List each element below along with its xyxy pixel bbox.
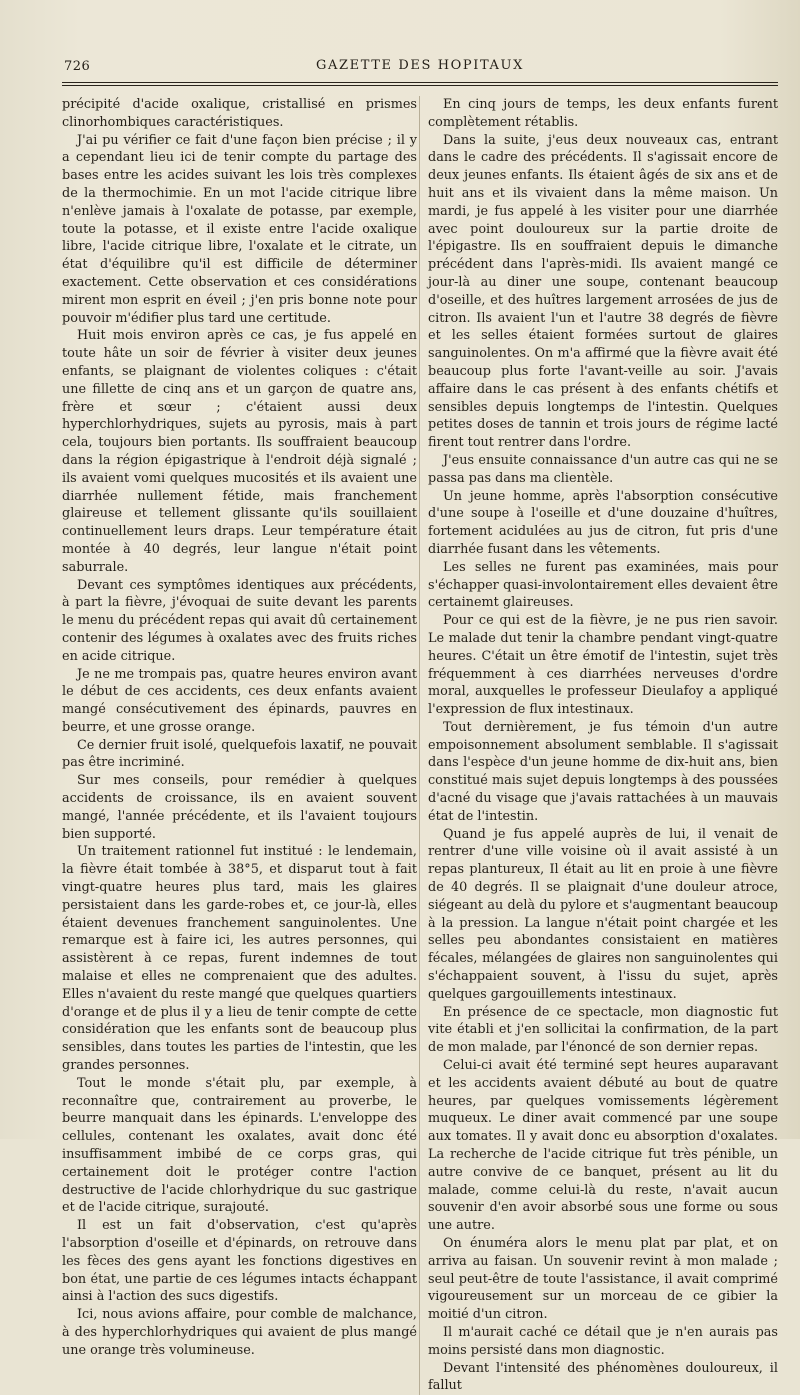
header-rule: [62, 82, 778, 83]
paragraph: Dans la suite, j'eus deux nouveaux cas, entrant dans le cadre des précédents. Il s'agissait encore de deux jeunes enfants. Ils étaient âgés de six ans et de huit ans et ils vivaient dans la même maison. Un mardi, je fus appelé à les visiter pour une diarrhée avec point douloureux sur la partie droite de l'épigastre. Ils en souffraient depuis le dimanche précédent dans l'après-midi. Ils avaient mangé ce jour-là au diner une soupe, contenant beaucoup d'oseille, et des huîtres largement arrosées de jus de citron. Ils avaient l'un et l'autre 38 degrés de fièvre et les selles étaient formées surtout de glaires sanguinolentes. On m'a affirmé que la fièvre avait été beaucoup plus forte l'avant-veille au soir. J'avais affaire dans le cas présent à des enfants chétifs et sensibles depuis longtemps de l'intestin. Quelques petites doses de tannin et trois jours de régime lacté firent tout rentrer dans l'ordre.: [428, 132, 778, 451]
paragraph: J'eus ensuite connaissance d'un autre cas qui ne se passa pas dans ma clientèle.: [428, 452, 778, 486]
paragraph: Sur mes conseils, pour remédier à quelques accidents de croissance, ils en avaient souvent mangé, l'année précédente, et ils l'avaient toujours bien supporté.: [62, 773, 417, 842]
paragraph: Il m'aurait caché ce détail que je n'en aurais pas moins persisté dans mon diagnostic.: [428, 1324, 778, 1358]
paragraph: J'ai pu vérifier ce fait d'une façon bien précise ; il y a cependant lieu ici de tenir compte du partage des bases entre les acides suivant les lois très complexes de la thermochimie. En un mot l'acide citrique libre n'enlève jamais à l'oxalate de potasse, par exemple, toute la potasse, et il existe entre l'acide oxalique libre, l'acide citrique libre, l'oxalate et le citrate, un état d'équilibre qu'il est difficile de déterminer exactement. Cette observation et ces considérations mirent mon esprit en éveil ; j'en pris bonne note pour pouvoir m'édifier plus tard une certitude.: [62, 132, 417, 326]
page-number: 726: [64, 59, 91, 74]
paragraph: Quand je fus appelé auprès de lui, il venait de rentrer d'une ville voisine où il avait assisté à un repas plantureux, Il était au lit en proie à une fièvre de 40 degrés. Il se plaignait d'une douleur atroce, siégeant au delà du pylore et s'augmentant beaucoup à la pression. La langue n'était point chargée et les selles peu abondantes consistaient en matières fécales, mélangées de glaires non sanguinolentes qui s'échappaient souvent, à l'issu du sujet, après quelques gargouillements intestinaux.: [428, 826, 778, 1002]
paragraph: Pour ce qui est de la fièvre, je ne pus rien savoir. Le malade dut tenir la chambre pendant vingt-quatre heures. C'était un être émotif de l'intestin, sujet très fréquemment à ces diarrhées nerveuses d'ordre moral, auxquelles le professeur Dieulafoy a appliqué l'expression de flux intestinaux.: [428, 613, 778, 718]
page-header: [62, 50, 778, 80]
paragraph: En cinq jours de temps, les deux enfants furent complètement rétablis.: [428, 97, 778, 130]
paragraph: Ce dernier fruit isolé, quelquefois laxatif, ne pouvait pas être incriminé.: [62, 737, 417, 771]
paragraph: Il est un fait d'observation, c'est qu'après l'absorption d'oseille et d'épinards, on retrouve dans les fèces des gens ayant les fonctions digestives en bon état, une partie de ces légumes intacts échappant ainsi à l'action des sucs digestifs.: [62, 1218, 417, 1305]
paragraph: Tout dernièrement, je fus témoin d'un autre empoisonnement absolument semblable. Il s'agissait dans l'espèce d'un jeune homme de dix-huit ans, bien constitué mais sujet depuis longtemps à des poussées d'acné du visage que j'avais rattachées à un mauvais état de l'intestin.: [428, 719, 778, 824]
paragraph: Les selles ne furent pas examinées, mais pour s'échapper quasi-involontairement elles devaient être certainemt glaireuses.: [428, 559, 778, 611]
right-column: [419, 96, 778, 1395]
paragraph: précipité d'acide oxalique, cristallisé en prismes clinorhombiques caractéristiques.: [62, 97, 417, 130]
paragraph: Devant ces symptômes identiques aux précédents, à part la fièvre, j'évoquai de suite devant les parents le menu du précédent repas qui avait dû certainement contenir des légumes à oxalates avec des fruits riches en acide citrique.: [62, 577, 417, 664]
article-columns: [62, 96, 778, 1395]
paragraph: En présence de ce spectacle, mon diagnostic fut vite établi et j'en sollicitai la confirmation, de la part de mon malade, par l'énoncé de son dernier repas.: [428, 1004, 778, 1056]
journal-title: GAZETTE DES HOPITAUX: [316, 58, 524, 73]
header-rule-secondary: [62, 85, 778, 86]
paragraph: Un jeune homme, après l'absorption consécutive d'une soupe à l'oseille et d'une douzaine d'huîtres, fortement acidulées au jus de citron, fut pris d'une diarrhée fusant dans les vêtements.: [428, 488, 778, 557]
paragraph: Je ne me trompais pas, quatre heures environ avant le début de ces accidents, ces deux enfants avaient mangé consécutivement des épinards, pauvres en beurre, et une grosse orange.: [62, 666, 417, 735]
paragraph: Huit mois environ après ce cas, je fus appelé en toute hâte un soir de février à visiter deux jeunes enfants, se plaignant de violentes coliques : c'était une fillette de cinq ans et un garçon de quatre ans, frère et sœur ; c'étaient aussi deux hyperchlorhydriques, sujets au pyrosis, mais à part cela, toujours bien portants. Ils souffraient beaucoup dans la région épigastrique à l'endroit déjà signalé ; ils avaient vomi quelques mucosités et ils avaient une diarrhée nullement fétide, mais franchement glaireuse et tellement glissante qu'ils souillaient continuellement leurs draps. Leur température était montée à 40 degrés, leur langue n'était point saburrale.: [62, 328, 417, 575]
paragraph: Un traitement rationnel fut institué : le lendemain, la fièvre était tombée à 38°5, et disparut tout à fait vingt-quatre heures plus tard, mais les glaires persistaient dans les garde-robes et, ce jour-là, elles étaient devenues franchement sanguinolentes. Une remarque est à faire ici, les autres personnes, qui assistèrent à ce repas, furent indemnes de tout malaise et elles ne comprenaient que des adultes. Elles n'avaient du reste mangé que quelques quartiers d'orange et de plus il y a lieu de tenir compte de cette considération que les enfants sont de beaucoup plus sensibles, dans toutes les parties de l'intestin, que les grandes personnes.: [62, 844, 417, 1074]
left-column: [62, 96, 417, 1395]
paragraph: Ici, nous avions affaire, pour comble de malchance, à des hyperchlorhydriques qui avaient de plus mangé une orange très volumineuse.: [62, 1307, 417, 1358]
paragraph: Tout le monde s'était plu, par exemple, à reconnaître que, contrairement au proverbe, le beurre manquait dans les épinards. L'enveloppe des cellules, contenant les oxalates, avait donc été insuffisamment imbibé de ce corps gras, qui certainement doit le protéger contre l'action destructive de l'acide chlorhydrique du suc gastrique et de l'acide citrique, surajouté.: [62, 1075, 417, 1216]
paragraph: Celui-ci avait été terminé sept heures auparavant et les accidents avaient débuté au bout de quatre heures, par quelques vomissements légèrement muqueux. Le diner avait commencé par une soupe aux tomates. Il y avait donc eu absorption d'oxalates. La recherche de l'acide citrique fut très pénible, un autre convive de ce banquet, présent au lit du malade, comme celui-là du reste, n'avait aucun souvenir d'en avoir absorbé sous une forme ou sous une autre.: [428, 1058, 778, 1234]
paragraph: On énuméra alors le menu plat par plat, et on arriva au faisan. Un souvenir revint à mon malade ; seul peut-être de toute l'assistance, il avait comprimé vigoureusement sur un morceau de ce gibier la moitié d'un citron.: [428, 1236, 778, 1323]
paragraph: Devant l'intensité des phénomènes douloureux, il fallut: [428, 1360, 778, 1394]
